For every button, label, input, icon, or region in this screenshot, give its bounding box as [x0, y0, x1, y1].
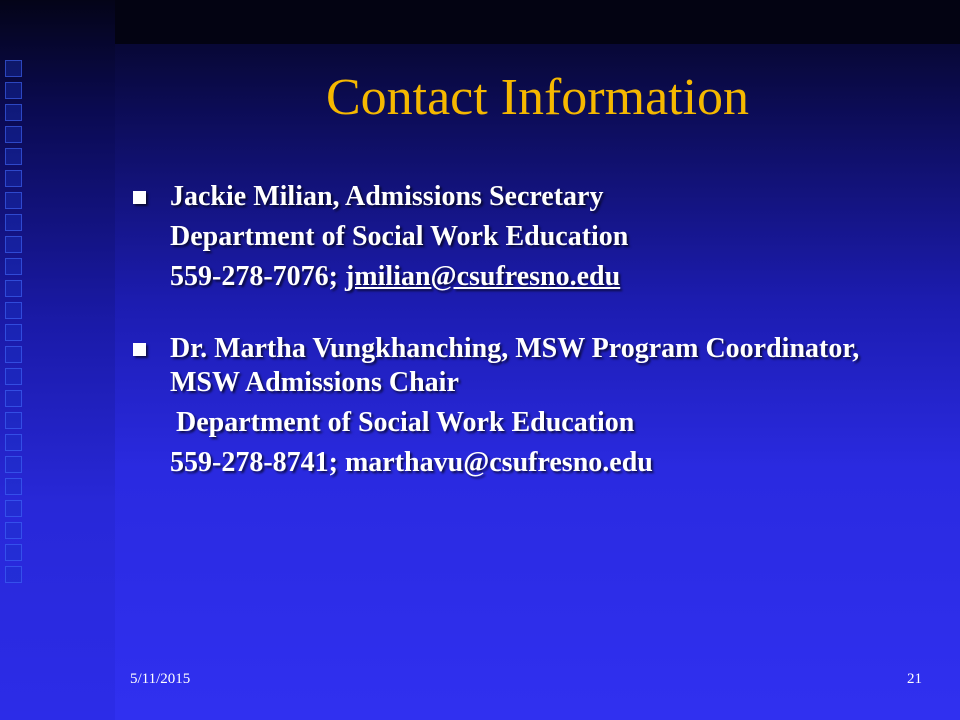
decorative-square	[5, 236, 22, 253]
top-dark-bar	[115, 0, 960, 44]
decorative-square	[5, 104, 22, 121]
contact-department: Department of Social Work Education	[170, 221, 629, 252]
decorative-square	[5, 368, 22, 385]
decorative-square	[5, 522, 22, 539]
contact-phone-email	[170, 260, 930, 294]
left-decoration-strip	[0, 0, 115, 720]
contact-department: Department of Social Work Education	[176, 407, 635, 438]
decorative-square	[5, 566, 22, 583]
decorative-square	[5, 192, 22, 209]
slide-title: Contact Information	[325, 69, 750, 126]
contact-item-martha-vungkhanching	[130, 332, 930, 480]
decorative-square	[5, 456, 22, 473]
footer-date: 5/11/2015	[130, 671, 191, 687]
decorative-square	[5, 390, 22, 407]
decorative-square	[5, 324, 22, 341]
decorative-square	[5, 126, 22, 143]
decorative-square	[5, 280, 22, 297]
decorative-square	[5, 214, 22, 231]
decorative-square	[5, 170, 22, 187]
decorative-square	[5, 346, 22, 363]
decorative-square	[5, 434, 22, 451]
email-link[interactable]: jmilian@csufresno.edu	[344, 261, 621, 292]
contact-phone: 559-278-7076;	[170, 261, 345, 292]
contact-item-jackie-milian	[130, 180, 930, 294]
decorative-square	[5, 478, 22, 495]
contact-list	[130, 180, 930, 480]
decorative-square	[5, 500, 22, 517]
contact-name-title: Jackie Milian, Admissions Secretary	[170, 181, 604, 212]
contact-name-title: Dr. Martha Vungkhanching, MSW Program Coordinator,	[170, 333, 860, 364]
square-bullet-icon	[133, 191, 146, 204]
decorative-square	[5, 544, 22, 561]
decorative-square	[5, 302, 22, 319]
square-bullet-icon	[133, 343, 146, 356]
decorative-square	[5, 258, 22, 275]
slide-page-number: 21	[907, 671, 922, 687]
contact-phone-email: 559-278-8741; marthavu@csufresno.edu	[170, 447, 653, 478]
decorative-square	[5, 60, 22, 77]
contact-role: MSW Admissions Chair	[170, 367, 459, 398]
decorative-square	[5, 412, 22, 429]
decorative-square	[5, 82, 22, 99]
decorative-square	[5, 148, 22, 165]
decorative-squares	[5, 60, 27, 583]
